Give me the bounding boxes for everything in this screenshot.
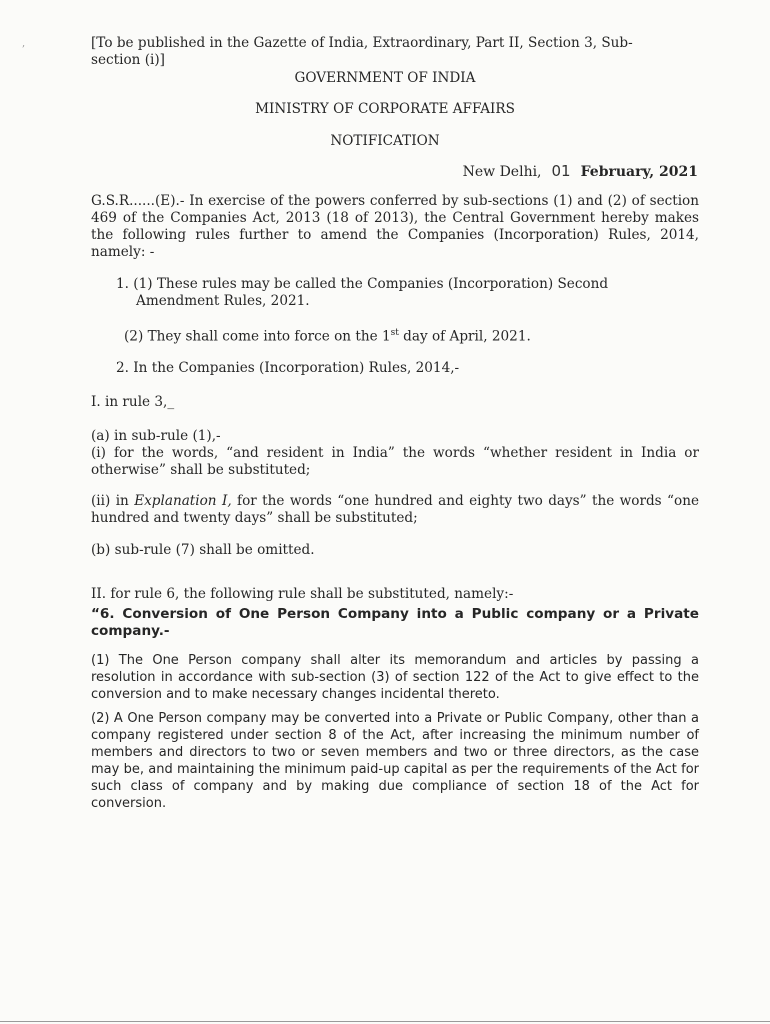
para-1-1: 1. (1) These rules may be called the Companies (Incorporation) Second — [116, 276, 609, 292]
rule-6-heading: II. for rule 6, the following rule shall be substituted, namely:- — [91, 586, 514, 602]
rule-3-a-i: (i) for the words, “and resident in India” the words “whether resident in India or otherwise” shall be substituted; — [91, 445, 699, 478]
date-value: February, 2021 — [580, 164, 698, 180]
rule-6-title: “6. Conversion of One Person Company into a Public company or a Private company.- — [91, 606, 699, 639]
ministry-title: MINISTRY OF CORPORATE AFFAIRS — [255, 101, 515, 117]
para-1-2-text-end: day of April, 2021. — [398, 328, 531, 345]
para-1-2-text: (2) They shall come into force on the 1 — [124, 328, 391, 345]
para-1-2 — [124, 325, 531, 346]
scan-mark: , — [22, 38, 26, 49]
rule-3-heading: I. in rule 3,_ — [91, 394, 175, 410]
date-line — [463, 163, 698, 181]
rule-3-ii-text-end: for the words “one hundred and eighty two days” the words “one hundred and twenty days” shall be substituted; — [91, 493, 699, 526]
gazette-line-1: [To be published in the Gazette of India, Extraordinary, Part II, Section 3, Sub- — [91, 35, 633, 51]
place-label: New Delhi, — [462, 164, 542, 180]
para-1-2-superscript: st — [390, 328, 399, 338]
para-1-1-continued: Amendment Rules, 2021. — [136, 293, 310, 309]
rule-3-ii-italic: Explanation I, — [134, 493, 232, 509]
rule-6-subrule-1: (1) The One Person company shall alter its memorandum and articles by passing a resolution in accordance with sub-section (3) of section 122 of the Act to give effect to the conversion and to make necessary changes incidental thereto. — [91, 653, 699, 702]
rule-3-ii — [91, 493, 699, 527]
government-title: GOVERNMENT OF INDIA — [294, 70, 476, 86]
rule-3-b: (b) sub-rule (7) shall be omitted. — [91, 542, 315, 558]
preamble-paragraph: G.S.R......(E).- In exercise of the powers conferred by sub-sections (1) and (2) of section 469 of the Companies Act, 2013 (18 of 2013), the Central Government hereby makes the following rules further to amend the Companies (Incorporation) Rules, 2014, namely: - — [91, 193, 699, 260]
rule-3-ii-text: (ii) in — [91, 493, 135, 509]
gazette-line-2: section (i)] — [91, 52, 165, 68]
rule-6-subrule-2: (2) A One Person company may be converted into a Private or Public Company, other than a company registered under section 8 of the Act, after increasing the minimum number of members and directors to two or seven members and two or three directors, as the case may be, and maintaining the minimum paid-up capital as per the requirements of the Act for such class of company and by making due compliance of section 18 of the Act for conversion. — [91, 711, 699, 811]
page-bottom-edge — [0, 1021, 770, 1022]
handwritten-day: 01 — [551, 162, 571, 180]
rule-3-a: (a) in sub-rule (1),- — [91, 428, 221, 444]
para-2: 2. In the Companies (Incorporation) Rules, 2014,- — [116, 360, 460, 376]
notification-title: NOTIFICATION — [330, 133, 440, 149]
